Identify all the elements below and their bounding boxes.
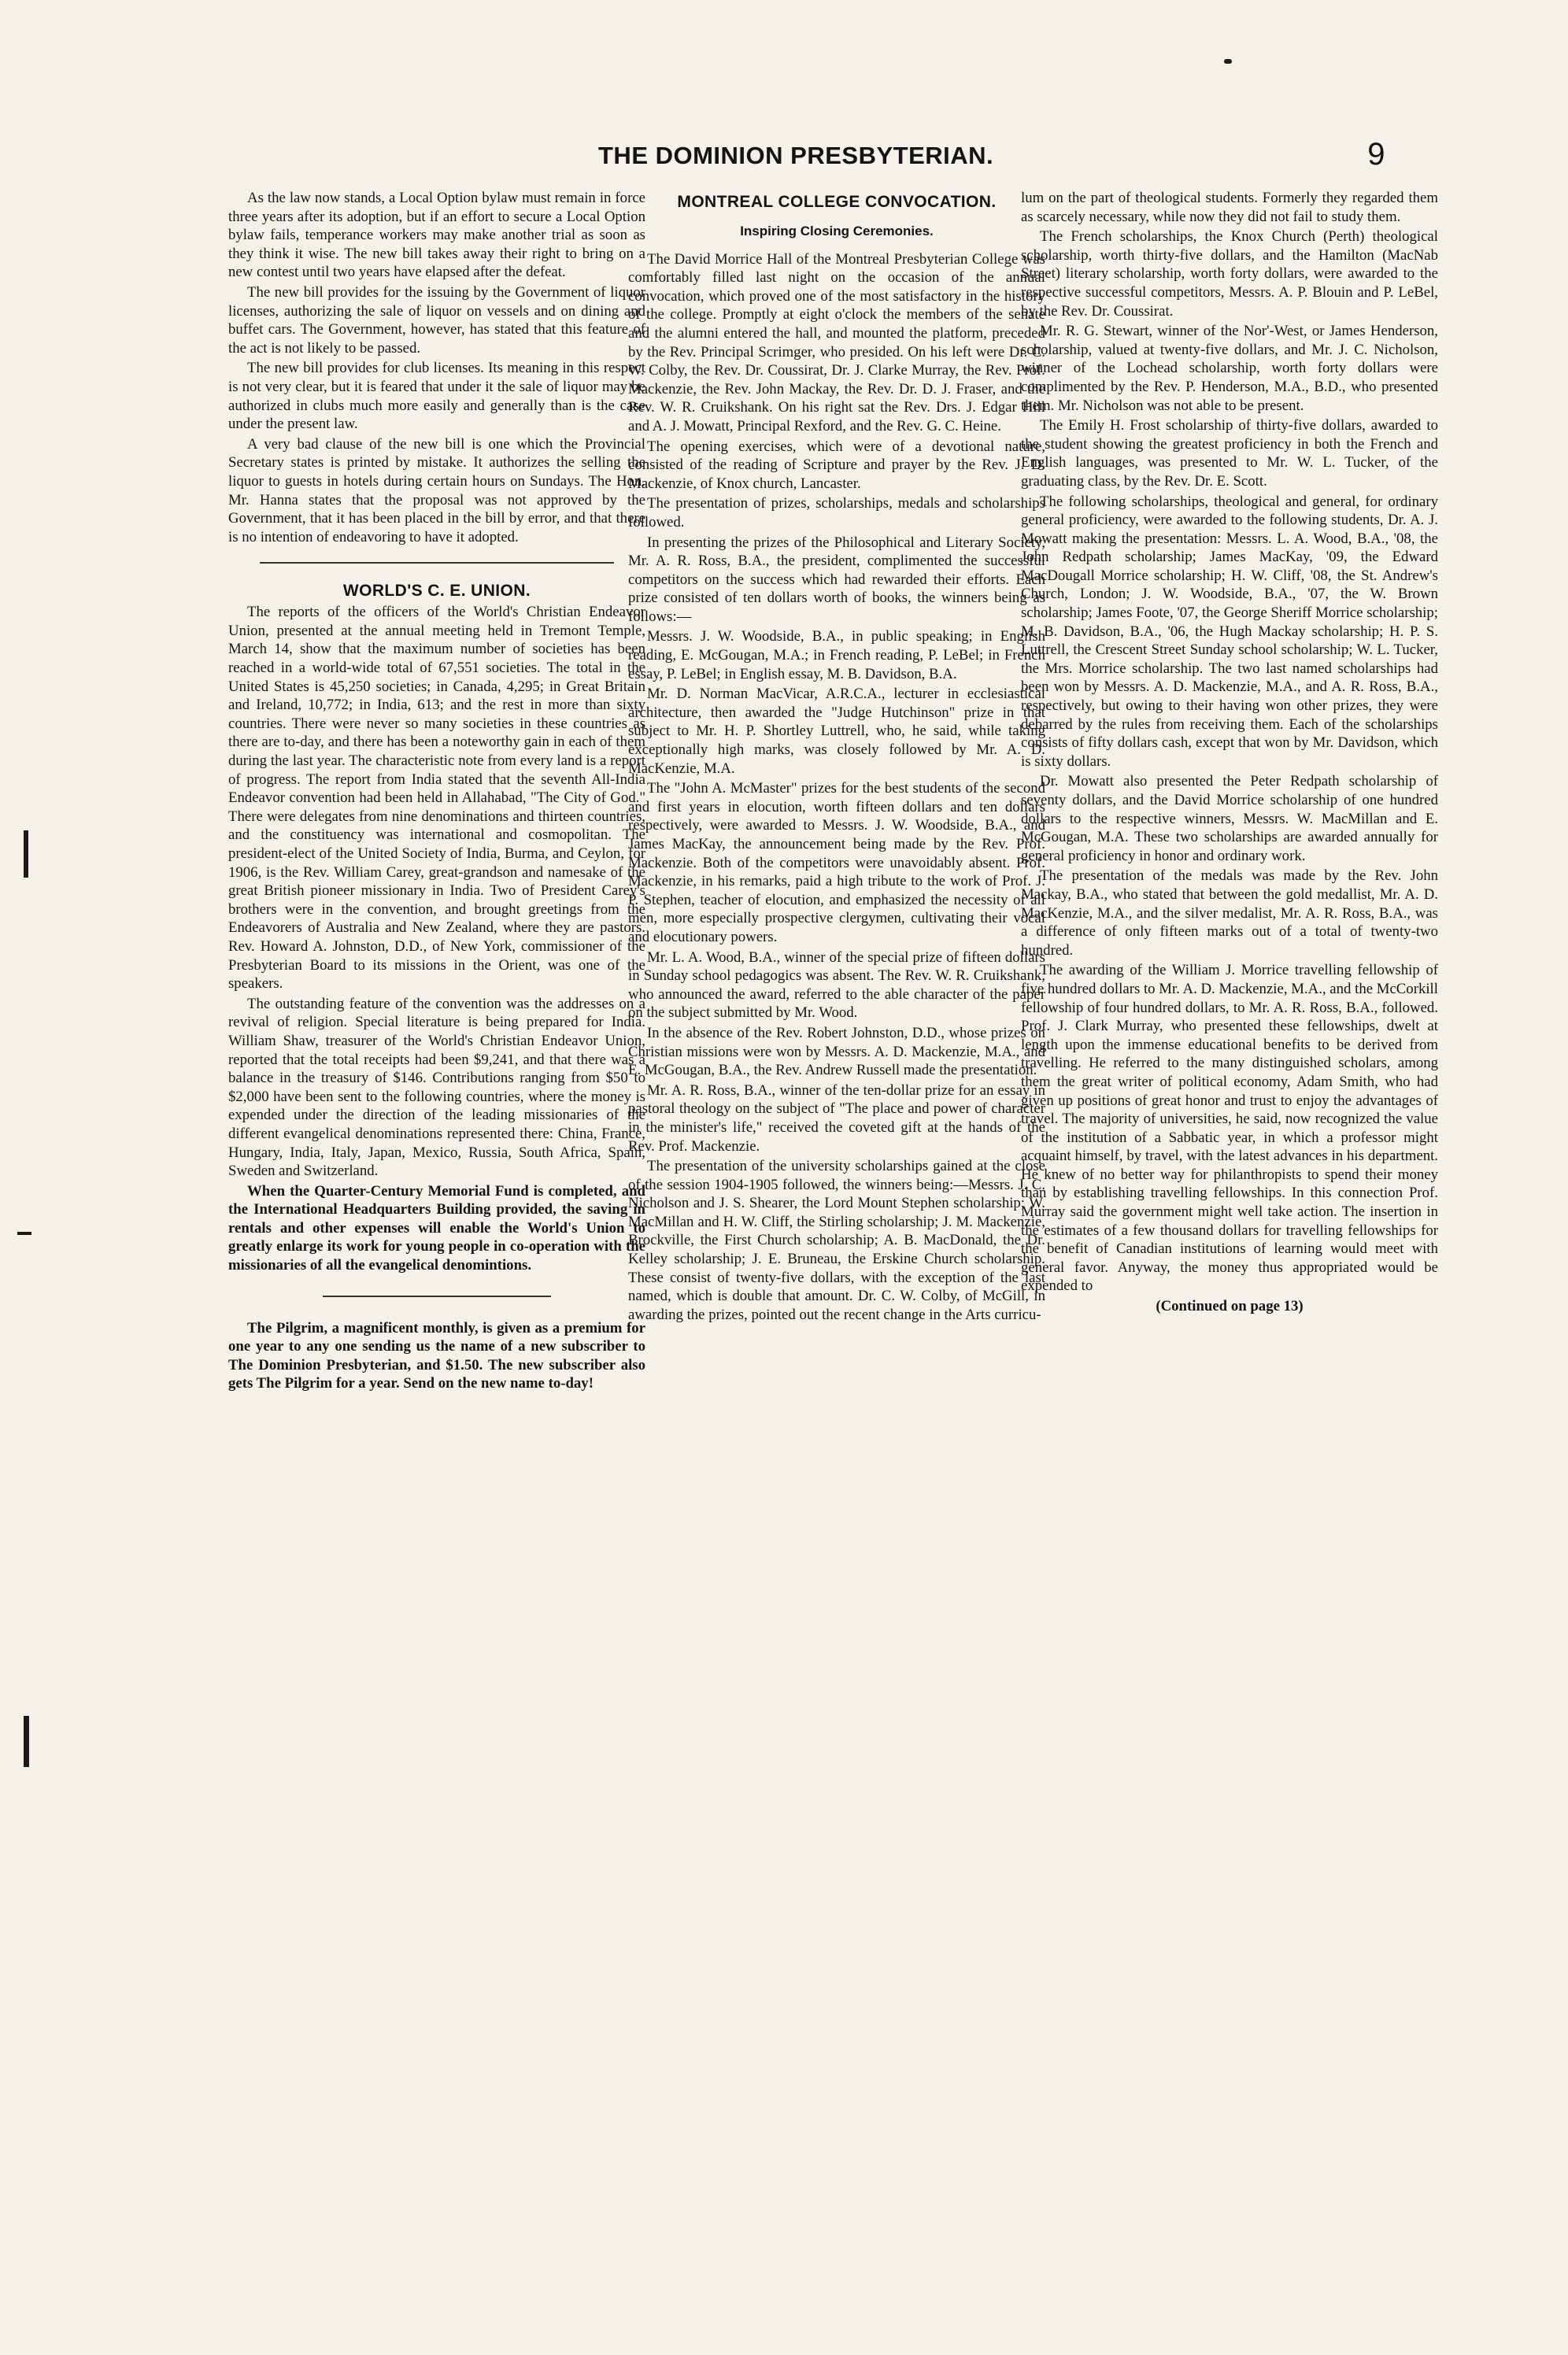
article-paragraph: The presentation of prizes, scholarships, medals and scholarships followed. [628, 495, 1045, 531]
article-paragraph: As the law now stands, a Local Option bylaw must remain in force three years after its adoption, but if an effort to secure a Local Option bylaw fails, temperance workers may make another trial as soon as they think it wise. The new bill takes away their right to bring on a new contest until two years have elapsed after the defeat. [228, 190, 645, 281]
article-paragraph: The French scholarships, the Knox Church (Perth) theological scholarship, worth thirty-five dollars, and the Hamilton (MacNab Street) literary scholarship, worth forty dollars, were awarded to the respective successful competitors, Messrs. A. P. Blouin and P. LeBel, by the Rev. Dr. Coussirat. [1021, 228, 1438, 320]
binding-mark-middle [17, 1232, 31, 1235]
article-paragraph: Mr. L. A. Wood, B.A., winner of the special prize of fifteen dollars in Sunday school pedagogics was absent. The Rev. W. R. Cruikshank, who announced the award, referred to the able character of the paper on the subject submitted by Mr. Wood. [628, 948, 1045, 1022]
article-paragraph: The reports of the officers of the World's Christian Endeavor Union, presented at the annual meeting held in Tremont Temple, March 14, show that the maximum number of societies has been reached in a world-wide total of 67,551 societies. The total in the United States is 45,250 societies; in Canada, 4,295; in Great Britain and Ireland, 10,772; in India, 613; and the rest in more than sixty countries. There were never so many societies in these countries as there are to-day, and there has been a noteworthy gain in each of them during the last year. The characteristic note from every land is a report of progress. The report from India stated that the seventh All-India Endeavor convention had been held in Allahabad, "The City of God." There were delegates from nine denominations and thirteen countries, and the constituency was international and cosmopolitan. The president-elect of the United Society of India, Burma, and Ceylon, for 1906, is the Rev. William Carey, great-grandson and namesake of the great British pioneer missionary in India. Two of President Carey's brothers were in the convention, and brought greetings from the Endeavorers of Australia and New Zealand, where they are pastors. Rev. Howard A. Johnston, D.D., of New York, commissioner of the Presbyterian Board to its missions in the Orient, was one of the speakers. [228, 604, 645, 993]
advertisement-paragraph: The Pilgrim, a magnificent monthly, is given as a premium for one year to any one sending us the name of a new subscriber to The Dominion Presbyterian, and $1.50. The new subscriber also gets The Pilgrim for a year. Send on the new name to-day! [228, 1319, 645, 1392]
column-3 [1021, 189, 1438, 2330]
binding-mark-bottom [24, 1716, 29, 1767]
article-paragraph: Mr. A. R. Ross, B.A., winner of the ten-dollar prize for an essay in pastoral theology on the subject of "The place and power of character in the minister's life," received the coveted gift at the hands of the Rev. Prof. Mackenzie. [628, 1081, 1045, 1155]
article-paragraph: The Emily H. Frost scholarship of thirty-five dollars, awarded to the student showing the greatest proficiency in both the French and English languages, was presented to Mr. W. L. Tucker, of the graduating class, by the Rev. Dr. E. Scott. [1021, 417, 1438, 490]
speck [1224, 59, 1232, 64]
article-paragraph: The opening exercises, which were of a devotional nature, consisted of the reading of Scripture and prayer by the Rev. J. D. Mackenzie, of Knox church, Lancaster. [628, 438, 1045, 492]
article-paragraph: A very bad clause of the new bill is one which the Provincial Secretary states is printed by mistake. It authorizes the selling the liquor to guests in hotels during certain hours on Sundays. The Hon. Mr. Hanna states that the proposal was not approved by the Government, that it has been placed in the bill by error, and that there is no intention of endeavoring to have it adopted. [228, 435, 645, 545]
article-paragraph: Mr. D. Norman MacVicar, A.R.C.A., lecturer in ecclesiastical architecture, then awarded the "Judge Hutchinson" prize in that subject to Mr. H. P. Shortley Luttrell, who, he said, while taking exceptionally high marks, was closely followed by Mr. A. D. MacKenzie, M.A. [628, 686, 1045, 777]
article-paragraph: In the absence of the Rev. Robert Johnston, D.D., whose prizes on Christian missions were won by Messrs. A. D. Mackenzie, M.A., and E. McGougan, B.A., the Rev. Andrew Russell made the presentation. [628, 1024, 1045, 1079]
continued-note: (Continued on page 13) [1156, 1298, 1304, 1315]
article-paragraph: Messrs. J. W. Woodside, B.A., in public speaking; in English reading, E. McGougan, M.A.; in French reading, P. LeBel; in French essay, P. LeBel; in English essay, M. B. Davidson, B.A. [628, 628, 1045, 682]
article-subheading: Inspiring Closing Ceremonies. [740, 224, 934, 238]
article-paragraph: The awarding of the William J. Morrice travelling fellowship of five hundred dollars to Mr. A. D. Mackenzie, M.A., and the McCorkill fellowship of four hundred dollars, to Mr. A. R. Ross, B.A., followed. Prof. J. Clark Murray, who presented these fellowships, dwelt at length upon the immense educational benefits to be derived from travelling. He referred to the many distinguished scholars, among them the great writer of political economy, Adam Smith, who had given up positions of great honor and trust to enjoy the advantages of travel. The majority of universities, he said, now recognized the value of the institution of a Sabbatic year, in which a professor might acquaint himself, by travel, with the latest advances in his department. He knew of no better way for philanthropists to spend their money than by establishing travelling fellowships. In this connection Prof. Murray said the government might well take action. The insertion in the estimates of a few thousand dollars for travelling fellowships for the benefit of Canadian institutions of learning would meet with general favor. Anyway, the money thus appropriated would be expended to [1021, 962, 1438, 1295]
article-paragraph: Mr. R. G. Stewart, winner of the Nor'-West, or James Henderson, scholarship, valued at twenty-five dollars, and Mr. J. C. Nicholson, winner of the Lochead scholarship, worth forty dollars were complimented by the Rev. P. Henderson, M.A., B.D., who presented them. Mr. Nicholson was not able to be present. [1021, 323, 1438, 414]
article-paragraph: The presentation of the medals was made by the Rev. John Mackay, B.A., who stated that between the gold medallist, Mr. A. D. MacKenzie, M.A., and the silver medalist, Mr. A. R. Ross, B.A., was a difference of only fifteen marks out of a total of twenty-two hundred. [1021, 867, 1438, 959]
article-paragraph: lum on the part of theological students. Formerly they regarded them as scarcely necessary, while now they did not fail to study them. [1021, 190, 1438, 225]
article-paragraph: The "John A. McMaster" prizes for the best students of the second and first years in elocution, worth fifteen dollars and ten dollars respectively, were awarded to Messrs. J. W. Woodside, B.A., and James MacKay, the announcement being made by the Rev. Prof. Mackenzie. Both of the competitors were unavoidably absent. Prof. Mackenzie, in his remarks, paid a high tribute to the work of Prof. J. P. Stephen, teacher of elocution, and emphasized the necessity of all men, more especially prospective clergymen, cultivating their vocal and elocutionary powers. [628, 780, 1045, 945]
article-paragraph: The new bill provides for club licenses. Its meaning in this respect is not very clear, but it is feared that under it the sale of liquor may be authorized in clubs much more easily and generally than is the case under the present law. [228, 360, 645, 433]
article-paragraph: In presenting the prizes of the Philosophical and Literary Society, Mr. A. R. Ross, B.A., the president, complimented the successful competitors on the success which had rewarded their efforts. Each prize consisted of ten dollars worth of books, the winners being as follows:— [628, 534, 1045, 625]
article-paragraph: Dr. Mowatt also presented the Peter Redpath scholarship of seventy dollars, and the David Morrice scholarship of one hundred dollars to the respective winners, Messrs. W. MacMillan and E. McGougan, M.A. These two scholarships are awarded annually for general proficiency in honor and ordinary work. [1021, 773, 1438, 864]
article-heading: WORLD'S C. E. UNION. [342, 582, 531, 601]
column-rule [260, 562, 614, 564]
article-paragraph: The following scholarships, theological and general, for ordinary general proficiency, were awarded to the following students, Dr. A. J. Mowatt making the presentation: Messrs. L. A. Wood, B.A., '08, the John Redpath scholarship; James MacKay, '09, the Edward MacDougall Morrice scholarship; H. W. Cliff, '08, the St. Andrew's Church, London; J. W. Woodside, B.A., '07, the W. Brown scholarship; James Foote, '07, the George Sheriff Morrice scholarship; M. B. Davidson, B.A., '06, the Hugh Mackay scholarship; H. P. S. Luttrell, the Crescent Street Sunday school scholarship; W. L. Tucker, the Mrs. Morrice scholarship. The two last named scholarships had been won by Messrs. A. D. Mackenzie, M.A., and A. R. Ross, B.A., respectively, but owing to their having won other prizes, they were debarred by the rules from receiving them. Each of the scholarships consists of fifty dollars cash, except that won by Mr. Davidson, which is sixty dollars. [1021, 493, 1438, 770]
page-number: 9 [1367, 137, 1385, 172]
binding-mark-top [24, 830, 28, 878]
column-2 [628, 189, 1045, 2330]
article-heading: MONTREAL COLLEGE CONVOCATION. [677, 193, 997, 211]
masthead-title: THE DOMINION PRESBYTERIAN. [598, 142, 994, 169]
article-paragraph: The presentation of the university scholarships gained at the close of the session 1904-1905 followed, the winners being:—Messrs. J. C. Nicholson and J. S. Shearer, the Lord Mount Stephen scholarship; W. MacMillan and H. W. Cliff, the Stirling scholarship; J. M. Mackenzie, Brockville, the First Church scholarship; A. B. MacDonald, the Dr. Kelley scholarship; J. E. Bruneau, the Erskine Church scholarship. These consist of twenty-five dollars, with the exception of the last named, which is double that amount. Dr. C. W. Colby, of McGill, in awarding the prizes, pointed out the recent change in the Arts curricu- [628, 1158, 1045, 1323]
article-paragraph: The new bill provides for the issuing by the Government of liquor licenses, authorizing the sale of liquor on vessels and on dining and buffet cars. The Government, however, has stated that this feature of the act is not likely to be passed. [228, 283, 645, 357]
column-1 [228, 189, 645, 2330]
article-paragraph: When the Quarter-Century Memorial Fund is completed, and the International Headquarters Building provided, the saving in rentals and other expenses will enable the World's Union to greatly enlarge its work for young people in co-operation with the missionaries of all the evangelical denomintions. [228, 1182, 645, 1274]
article-paragraph: The outstanding feature of the convention was the addresses on a revival of religion. Special literature is being prepared for India. William Shaw, treasurer of the World's Christian Endeavor Union, reported that the total receipts had been $9,241, and that there was a balance in the treasury of $146. Contributions ranging from $50 to $2,000 have been sent to the following countries, where the money is expended under the direction of the leading missionaries of the different evangelical denominations represented there: China, France, Hungary, India, Italy, Japan, Mexico, Russia, South Africa, Spain, Sweden and Switzerland. [228, 995, 645, 1180]
article-paragraph: The David Morrice Hall of the Montreal Presbyterian College was comfortably filled last night on the occasion of the annual convocation, which proved one of the most satisfactory in the history of the college. Promptly at eight o'clock the members of the senate and the alumni entered the hall, and mounted the platform, preceded by the Rev. Principal Scrimger, who presided. On his left were Dr. C. W. Colby, the Rev. Dr. Coussirat, Dr. J. Clarke Murray, the Rev. Prof. Mackenzie, the Rev. John Mackay, the Rev. Dr. D. J. Fraser, and the Rev. W. R. Cruikshank. On his right sat the Rev. Drs. J. Edgar Hill and A. J. Mowatt, Principal Rexford, and the Rev. G. C. Heine. [628, 250, 1045, 434]
page-header [598, 137, 1385, 179]
column-rule [323, 1296, 551, 1297]
